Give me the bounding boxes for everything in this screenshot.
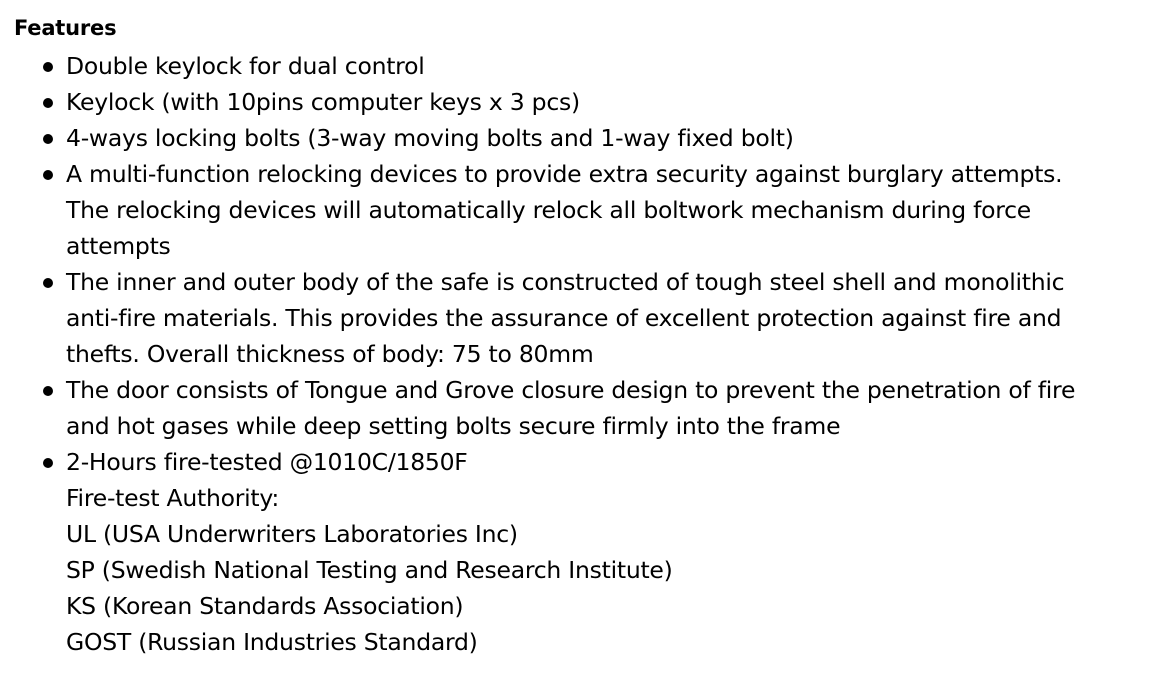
feature-line: and hot gases while deep setting bolts secure firmly into the frame: [66, 412, 841, 440]
bullet-icon: [43, 386, 53, 396]
feature-line: Keylock (with 10pins computer keys x 3 pcs): [66, 88, 580, 116]
feature-item: [14, 264, 1154, 372]
feature-line: KS (Korean Standards Association): [66, 592, 464, 620]
feature-line: Fire-test Authority:: [66, 484, 279, 512]
bullet-icon: [43, 458, 53, 468]
feature-item: [14, 48, 1154, 84]
feature-item: [14, 84, 1154, 120]
feature-line: GOST (Russian Industries Standard): [66, 628, 478, 656]
feature-line: Double keylock for dual control: [66, 52, 425, 80]
bullet-icon: [43, 278, 53, 288]
bullet-icon: [43, 170, 53, 180]
feature-line: SP (Swedish National Testing and Research Institute): [66, 556, 673, 584]
feature-item: [14, 120, 1154, 156]
features-section: [14, 12, 1154, 660]
feature-line: attempts: [66, 232, 171, 260]
feature-line: anti-fire materials. This provides the assurance of excellent protection against fire and: [66, 304, 1062, 332]
bullet-icon: [43, 134, 53, 144]
features-heading: Features: [14, 16, 117, 40]
bullet-icon: [43, 62, 53, 72]
feature-item: [14, 444, 1154, 660]
feature-line: The inner and outer body of the safe is constructed of tough steel shell and monolithic: [66, 268, 1065, 296]
feature-line: thefts. Overall thickness of body: 75 to 80mm: [66, 340, 594, 368]
feature-line: The door consists of Tongue and Grove closure design to prevent the penetration of fire: [66, 376, 1076, 404]
features-list: [14, 48, 1154, 660]
feature-item: [14, 372, 1154, 444]
feature-line: A multi-function relocking devices to provide extra security against burglary attempts.: [66, 160, 1063, 188]
feature-line: 2-Hours fire-tested @1010C/1850F: [66, 448, 468, 476]
bullet-icon: [43, 98, 53, 108]
feature-line: UL (USA Underwriters Laboratories Inc): [66, 520, 518, 548]
feature-line: 4-ways locking bolts (3-way moving bolts and 1-way fixed bolt): [66, 124, 794, 152]
feature-line: The relocking devices will automatically relock all boltwork mechanism during force: [66, 196, 1031, 224]
feature-item: [14, 156, 1154, 264]
